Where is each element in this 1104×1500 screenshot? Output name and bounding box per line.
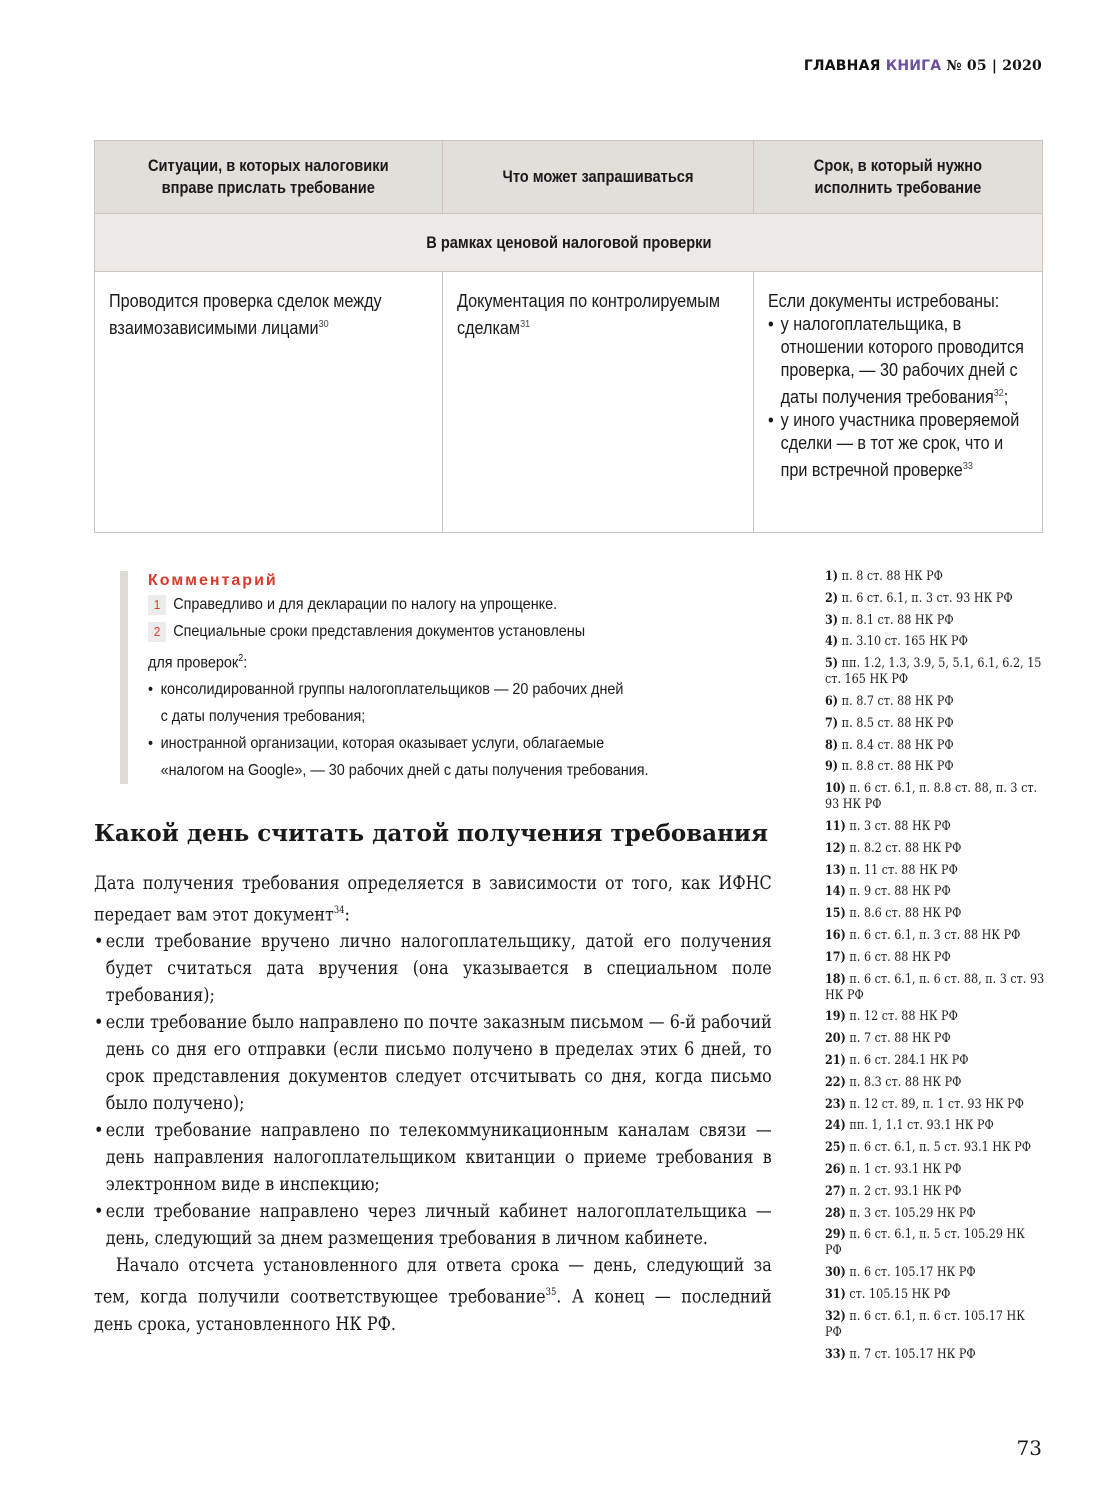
footnote: 2) п. 6 ст. 6.1, п. 3 ст. 93 НК РФ [825,590,1013,606]
comment-number-badge: 1 [148,595,166,615]
list-item: • если требование было направлено по почте заказным письмом — 6-й рабочий день со дня его отправки (если письмо получено в пределах этих 6 дней, то срок представления документов следует отсчитывать со дня, когда письмо было получено); [94,1009,772,1117]
footnote: 16) п. 6 ст. 6.1, п. 3 ст. 88 НК РФ [825,927,1021,943]
footnote: 12) п. 8.2 ст. 88 НК РФ [825,840,962,856]
comment-title: Комментарий [148,572,278,589]
cell-requested: Документация по контролируемым сделкам$^{31}$ [442,272,754,533]
footnote: 8) п. 8.4 ст. 88 НК РФ [825,737,954,753]
article-section [94,820,772,1338]
footnote-ref[interactable]: 35 [545,1287,557,1299]
footnote: 10) п. 6 ст. 6.1, п. 8.8 ст. 88, п. 3 ст. 93 НК РФ [825,781,1038,813]
footnote-ref[interactable]: 31 [519,319,530,330]
footnote: 24) пп. 1, 1.1 ст. 93.1 НК РФ [825,1118,994,1134]
footnote: 5) пп. 1.2, 1.3, 3.9, 5, 5.1, 6.1, 6.2, 15 ст. 165 НК РФ [825,656,1042,688]
issue-number: № 05 | 2020 [946,58,1042,74]
comment-item: 2 Специальные сроки представления документов установлены [148,618,793,645]
section-heading: Какой день считать датой получения требования [94,820,768,847]
footnote: 23) п. 12 ст. 89, п. 1 ст. 93 НК РФ [825,1096,1024,1112]
table-row [95,272,1043,533]
footnote: 22) п. 8.3 ст. 88 НК РФ [825,1074,962,1090]
footnotes-column [825,569,1045,1368]
brand-name-part2: КНИГА [885,58,942,74]
footnote: 11) п. 3 ст. 88 НК РФ [825,818,951,834]
list-item: • у иного участника проверяемой сделки — в тот же срок, что и при встречной проверке$^{33}$ [768,409,1028,482]
list-item: • у налогоплательщика, в отношении которого проводится проверка, — 30 рабочих дней с даты получения требования$^{32}$; [768,313,1028,409]
footnote: 17) п. 6 ст. 88 НК РФ [825,949,951,965]
section-title: В рамках ценовой налоговой проверки [95,214,1043,272]
comment-box [120,571,788,784]
footnote: 15) п. 8.6 ст. 88 НК РФ [825,906,962,922]
footnote: 29) п. 6 ст. 6.1, п. 5 ст. 105.29 НК РФ [825,1227,1025,1259]
footnote: 6) п. 8.7 ст. 88 НК РФ [825,693,954,709]
footnote: 13) п. 11 ст. 88 НК РФ [825,862,958,878]
table-header-situations: Ситуации, в которых налоговики вправе прислать требование [95,141,443,214]
footnote: 14) п. 9 ст. 88 НК РФ [825,884,951,900]
footnote: 26) п. 1 ст. 93.1 НК РФ [825,1161,962,1177]
comment-bullet: • иностранной организации, которая оказывает услуги, облагаемые [148,730,806,757]
page-number: 73 [1016,1436,1042,1460]
table-header-deadline: Срок, в который нужно исполнить требование [754,141,1043,214]
delivery-methods-list [94,928,772,1252]
footnote: 20) п. 7 ст. 88 НК РФ [825,1031,951,1047]
requirements-table [94,140,1043,533]
footnote: 30) п. 6 ст. 105.17 НК РФ [825,1265,976,1281]
footnote: 9) п. 8.8 ст. 88 НК РФ [825,759,954,775]
footnote: 19) п. 12 ст. 88 НК РФ [825,1009,958,1025]
brand-name-part1: ГЛАВНАЯ [803,58,881,74]
footnote: 7) п. 8.5 ст. 88 НК РФ [825,715,954,731]
table-section-row [95,214,1043,272]
masthead [804,58,1042,74]
footnote: 4) п. 3.10 ст. 165 НК РФ [825,634,968,650]
comment-item: 1 Справедливо и для декларации по налогу на упрощенке. [148,591,793,618]
list-item: • если требование направлено через личный кабинет налогоплательщика — день, следующий за днем размещения требования в личном кабинете. [94,1198,772,1252]
comment-number-badge: 2 [148,622,166,642]
list-item: • если требование направлено по телекоммуникационным каналам связи — день направления налогоплательщиком квитанции о приеме требования в электронном виде в инспекцию; [94,1117,772,1198]
comment-bullet-cont: с даты получения требования; [160,708,366,726]
footnote: 28) п. 3 ст. 105.29 НК РФ [825,1205,976,1221]
cell-situation: Проводится проверка сделок между взаимозависимыми лицами$^{30}$ [95,272,443,533]
footnote-ref[interactable]: 32 [993,388,1004,399]
footnote-ref[interactable]: 34 [333,905,345,916]
deadline-list [768,313,1028,482]
footnote: 33) п. 7 ст. 105.17 НК РФ [825,1346,976,1362]
footnote: 32) п. 6 ст. 6.1, п. 6 ст. 105.17 НК РФ [825,1308,1025,1340]
footnote-ref[interactable]: 33 [963,461,974,472]
footnote: 3) п. 8.1 ст. 88 НК РФ [825,612,954,628]
footnote-ref[interactable]: 30 [318,319,329,330]
comment-bullet-cont: «налогом на Google», — 30 рабочих дней с даты получения требования. [160,762,649,780]
list-item: • если требование вручено лично налогоплательщику, датой его получения будет считаться дата вручения (она указывается в специальном поле требования); [94,928,772,1009]
cell-deadline [754,272,1043,533]
comment-continuation: для проверок$^2$: [148,653,248,672]
paragraph-intro: Дата получения требования определяется в зависимости от того, как ИФНС передает вам этот документ$^{34}$: [94,872,772,926]
footnote: 25) п. 6 ст. 6.1, п. 5 ст. 93.1 НК РФ [825,1140,1032,1156]
footnote: 1) п. 8 ст. 88 НК РФ [825,569,943,584]
deadline-intro: Если документы истребованы: [768,291,1000,311]
paragraph-closing: Начало отсчета установленного для ответа срока — день, следующий за тем, когда получили соответствующее требование$^{35}$. А конец — последний день срока, установленного НК РФ. [94,1254,772,1335]
footnote-ref[interactable]: 2 [238,653,244,664]
footnote: 27) п. 2 ст. 93.1 НК РФ [825,1183,962,1199]
table-header-requested: Что может запрашиваться [442,141,754,214]
footnote: 21) п. 6 ст. 284.1 НК РФ [825,1052,969,1068]
footnote: 18) п. 6 ст. 6.1, п. 6 ст. 88, п. 3 ст. 93 НК РФ [825,971,1045,1003]
footnote: 31) ст. 105.15 НК РФ [825,1286,951,1302]
table-header-row [95,141,1043,214]
comment-bullet: • консолидированной группы налогоплательщиков — 20 рабочих дней [148,676,806,703]
